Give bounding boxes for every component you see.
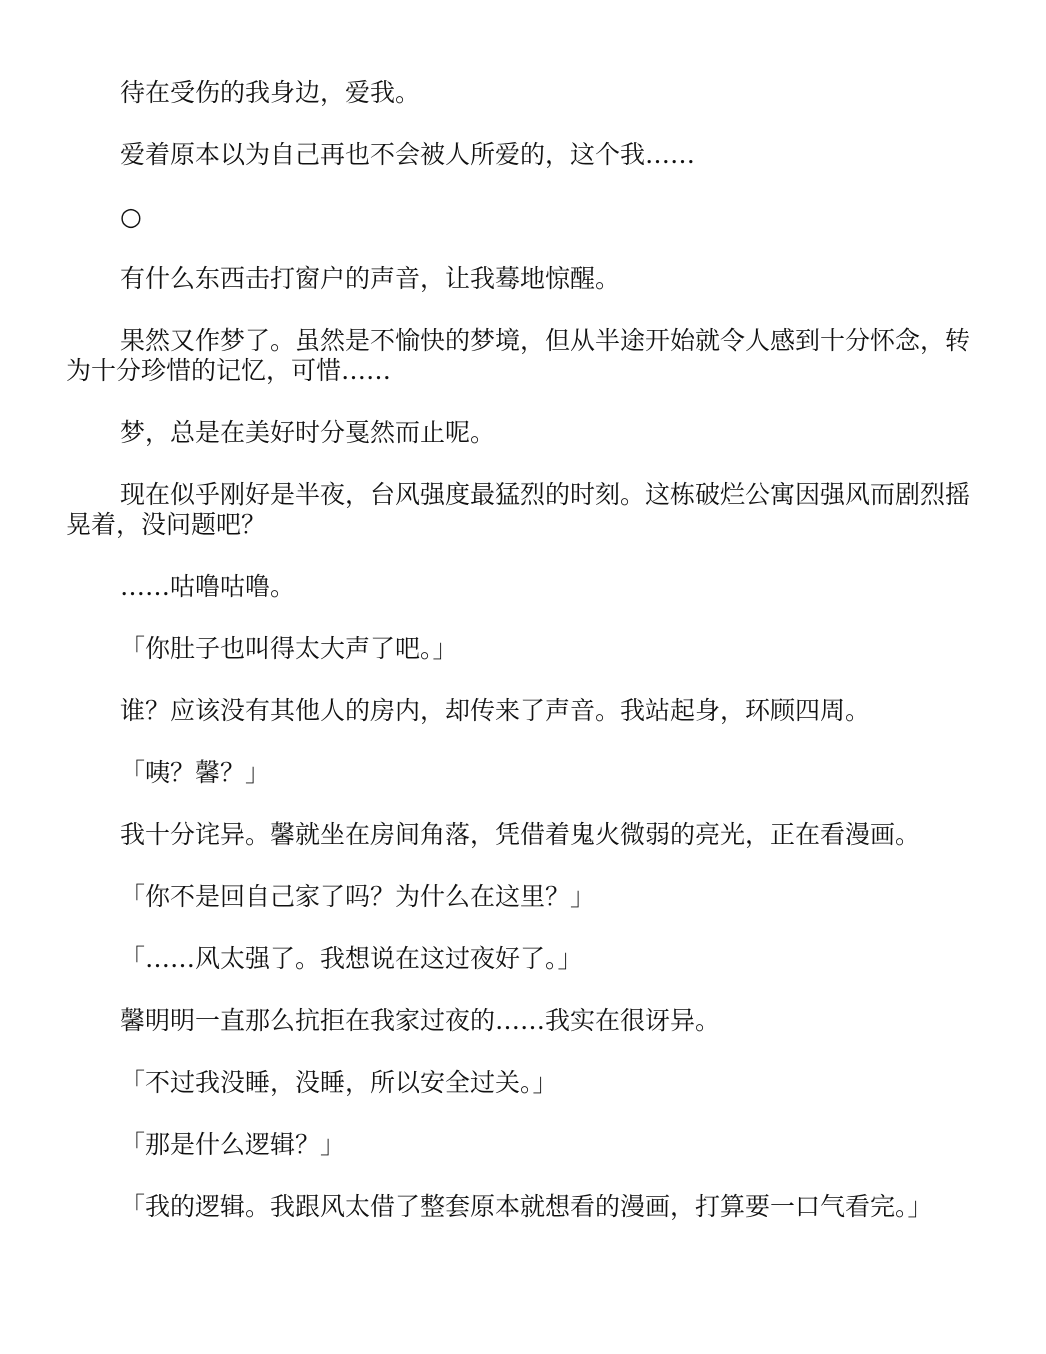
paragraph: 待在受伤的我身边，爱我。 — [120, 78, 421, 107]
paragraph: 梦，总是在美好时分戛然而止呢。 — [120, 418, 496, 447]
paragraph: 现在似乎刚好是半夜，台风强度最猛烈的时刻。这栋破烂公寓因强风而剧烈摇晃着，没问题吧？ — [66, 480, 971, 539]
dialogue: 「……风太强了。我想说在这过夜好了。」 — [120, 944, 583, 973]
paragraph: 果然又作梦了。虽然是不愉快的梦境，但从半途开始就令人感到十分怀念，转为十分珍惜的记忆，可惜…… — [66, 326, 971, 385]
dialogue: 「咦？馨？」 — [120, 758, 271, 787]
paragraph: ……咕噜咕噜。 — [120, 572, 296, 601]
dialogue: 「你不是回自己家了吗？为什么在这里？」 — [120, 882, 596, 911]
paragraph: 谁？应该没有其他人的房内，却传来了声音。我站起身，环顾四周。 — [120, 696, 871, 725]
paragraph: 我十分诧异。馨就坐在房间角落，凭借着鬼火微弱的亮光，正在看漫画。 — [120, 820, 921, 849]
dialogue: 「我的逻辑。我跟风太借了整套原本就想看的漫画，打算要一口气看完。」 — [120, 1192, 933, 1221]
paragraph: 爱着原本以为自己再也不会被人所爱的，这个我…… — [120, 140, 696, 169]
scene-break: ○ — [120, 202, 142, 231]
dialogue: 「不过我没睡，没睡，所以安全过关。」 — [120, 1068, 558, 1097]
document-page — [66, 78, 978, 1254]
dialogue: 「那是什么逻辑？」 — [120, 1130, 346, 1159]
paragraph: 有什么东西击打窗户的声音，让我蓦地惊醒。 — [120, 264, 621, 293]
paragraph: 馨明明一直那么抗拒在我家过夜的……我实在很讶异。 — [120, 1006, 721, 1035]
dialogue: 「你肚子也叫得太大声了吧。」 — [120, 634, 458, 663]
